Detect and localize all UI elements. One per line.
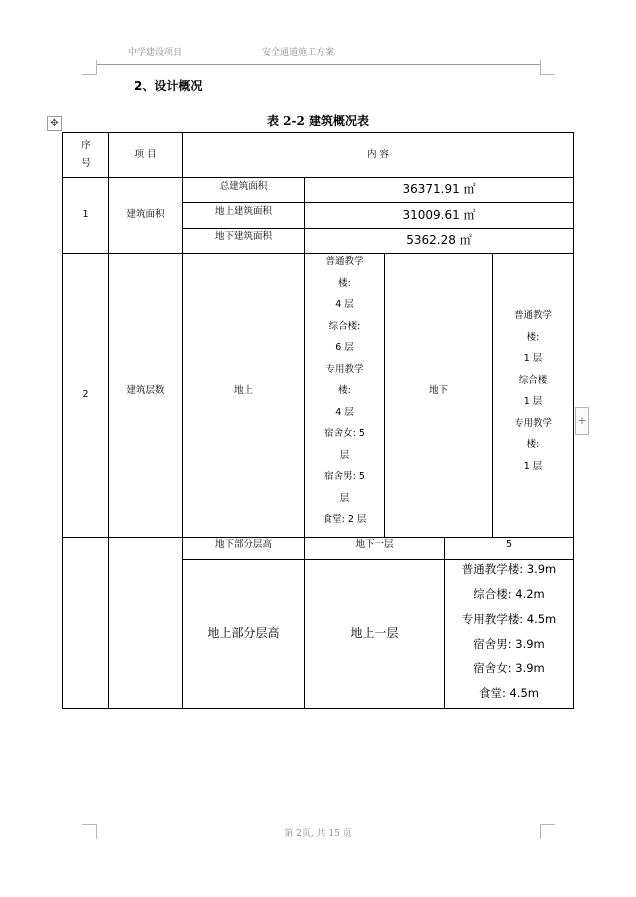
above-ground-floors <box>305 251 384 535</box>
below-ground-label: 地下 <box>428 384 448 396</box>
table-caption: 表 2-2 建筑概况表 <box>266 114 370 128</box>
floor-line: 楼: <box>338 385 351 396</box>
floor-line: 1 层 <box>523 353 543 364</box>
above-height-label: 地上部分层高 <box>207 626 280 641</box>
row1-seq: 1 <box>82 209 89 221</box>
floor-line: 普通教学 <box>513 310 552 321</box>
row2-seq: 2 <box>82 389 89 401</box>
add-column-button[interactable]: + <box>575 407 589 435</box>
height-line: 宿舍男: 3.9m <box>473 636 545 651</box>
table-line <box>573 132 574 709</box>
table-move-handle[interactable]: ✥ <box>47 116 62 131</box>
header-content: 内 容 <box>366 148 390 160</box>
floor-line: 宿舍女: 5 <box>324 428 365 439</box>
height-line: 专用教学楼: 4.5m <box>461 611 557 626</box>
floor-line: 综合楼 <box>518 374 548 386</box>
height-line: 宿舍女: 3.9m <box>473 661 545 676</box>
above-floor: 地上一层 <box>350 626 399 641</box>
floor-line: 宿舍男: 5 <box>324 471 365 482</box>
height-line: 综合楼: 4.2m <box>473 586 545 601</box>
floor-line: 6 层 <box>335 342 354 353</box>
row2-item: 建筑层数 <box>126 384 165 396</box>
row1-item: 建筑面积 <box>126 209 165 221</box>
floor-line: 楼: <box>338 277 351 289</box>
header-right: 安全通道施工方案 <box>262 48 335 58</box>
underground-floor: 地下一层 <box>355 538 394 550</box>
floor-line: 1 层 <box>523 396 543 407</box>
below-area-value: 5362.28 ㎡ <box>406 233 472 248</box>
floor-line: 食堂: 2 层 <box>322 514 367 525</box>
total-area-value: 36371.91 ㎡ <box>402 182 476 197</box>
floor-line: 1 层 <box>523 460 543 472</box>
floor-line: 4 层 <box>335 406 354 418</box>
total-area-label: 总建筑面积 <box>219 180 268 192</box>
table-line <box>62 708 574 709</box>
below-ground-floors <box>493 254 573 528</box>
underground-height-label: 地下部分层高 <box>214 538 272 550</box>
above-ground-label: 地上 <box>233 384 253 396</box>
header-left: 中学建设项目 <box>128 48 183 58</box>
above-height-values <box>445 555 573 708</box>
floor-line: 专用教学 <box>513 417 552 429</box>
height-line: 食堂: 4.5m <box>478 686 540 701</box>
floor-line: 专用教学 <box>325 363 364 375</box>
floor-line: 楼: <box>526 331 540 343</box>
above-area-label: 地上建筑面积 <box>214 205 272 217</box>
below-area-label: 地下建筑面积 <box>214 230 272 242</box>
floor-line: 普通教学 <box>325 256 364 267</box>
header-item: 项 目 <box>134 148 157 160</box>
underground-height-value: 5 <box>505 538 513 550</box>
height-line: 普通教学楼: 3.9m <box>461 562 557 577</box>
page-number: 第 2页, 共 15 页 <box>284 829 352 839</box>
header-seq: 序号 <box>81 140 91 169</box>
margin-mark-top-left <box>82 60 97 75</box>
above-area-value: 31009.61 ㎡ <box>402 207 476 222</box>
floor-line: 层 <box>339 449 350 461</box>
floor-line: 4 层 <box>335 299 354 310</box>
floor-line: 综合楼: <box>328 320 361 332</box>
section-title: 2、设计概况 <box>134 79 203 93</box>
floor-line: 层 <box>339 492 350 504</box>
header-rule <box>96 64 540 65</box>
margin-mark-top-right <box>540 60 555 75</box>
floor-line: 楼: <box>526 439 540 450</box>
